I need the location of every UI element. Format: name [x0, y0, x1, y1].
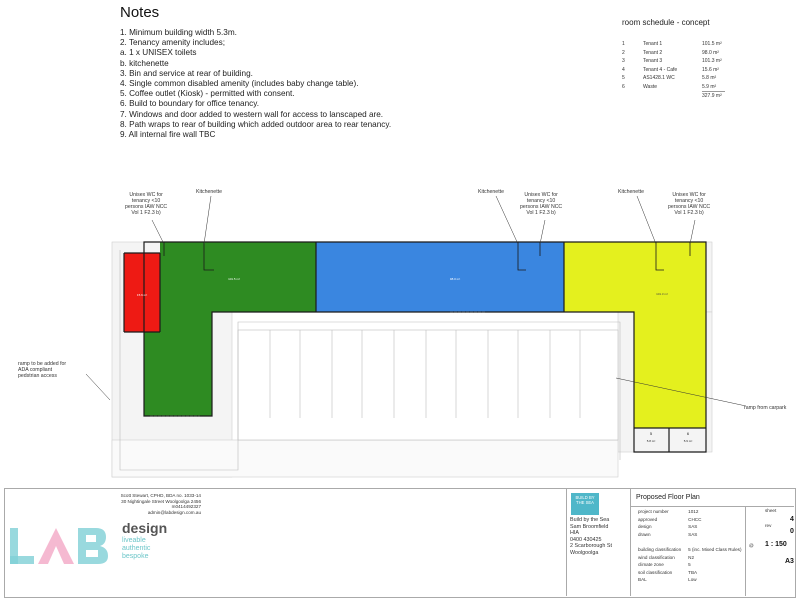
- info-key: approved: [638, 516, 658, 522]
- info-row: [638, 517, 747, 523]
- architect-line: admin@labdesign.com.au: [147, 509, 201, 515]
- project-title: Proposed Floor Plan: [636, 494, 700, 501]
- room-tenant-2: [316, 242, 564, 312]
- notes-title: Notes: [120, 4, 160, 21]
- tag-tenant-3: 101.3 m²: [656, 292, 668, 296]
- client-line: Sam Broomfield: [570, 523, 609, 530]
- client-line: 0400 430425: [570, 536, 602, 543]
- paper-size: A3: [785, 558, 794, 565]
- note-item: 8. Path wraps to rear of building which added outdoor area to rear tenancy.: [120, 119, 392, 129]
- logo-tagline-word: authentic: [122, 545, 151, 552]
- client-details: [570, 517, 612, 557]
- build-by-the-sea-badge: BUILD BY THE SEA: [571, 493, 599, 515]
- scale-at: @: [749, 543, 754, 548]
- info-value: 5 (inc. Mixed Class Rules): [688, 546, 742, 552]
- note-item: 6. Build to boundary for office tenancy.: [120, 99, 259, 109]
- schedule-area: 15.6 m²: [702, 66, 719, 73]
- label-kitchenette-2: Kitchenette: [478, 189, 504, 195]
- info-row: [638, 532, 747, 538]
- label-text: Unisex WC for tenancy <10 persons IAW NCC Vol 1 F2.3 b): [520, 192, 563, 216]
- note-item: 7. Windows and door added to western wall for access to lanscaped are.: [120, 109, 384, 119]
- info-row: [638, 577, 747, 583]
- info-value: Low: [688, 577, 697, 583]
- label-ramp-ada: [18, 361, 66, 379]
- note-item: 3. Bin and service at rear of building.: [120, 68, 253, 78]
- info-key: [638, 539, 686, 545]
- schedule-name: AS1428.1 WC: [643, 75, 675, 81]
- info-row: [638, 524, 747, 530]
- scale: 1 : 150: [765, 541, 787, 548]
- info-row: [638, 539, 747, 545]
- schedule-name: Tenant 1: [643, 41, 663, 47]
- project-info-table: [636, 507, 749, 585]
- sheet-number: 4: [790, 516, 794, 523]
- client-line: HIA: [570, 530, 579, 537]
- schedule-area: 5.9 m²: [702, 83, 717, 90]
- label-unisex-wc-1: [125, 192, 167, 216]
- info-value: 5: [688, 562, 691, 568]
- logo-tagline-word: liveable: [122, 537, 146, 544]
- info-row: [638, 562, 747, 568]
- label-text: ramp to be added for ADA compliant pedstrian access: [18, 361, 67, 379]
- note-item: 5. Coffee outlet (Kiosk) - permitted with consent.: [120, 89, 295, 99]
- schedule-name: Waste: [643, 83, 657, 90]
- client-line: Woolgoolga: [570, 549, 599, 556]
- label-ramp-carpark: ramp from carpark: [744, 405, 787, 411]
- schedule-name: Tenant 2: [643, 49, 663, 56]
- info-key: drawn: [638, 531, 651, 537]
- logo-tagline: [122, 537, 150, 561]
- architect-line: m0414492327: [171, 504, 201, 510]
- note-item: 4. Single common disabled amenity (includes baby change table).: [120, 79, 359, 89]
- label-unisex-wc-2: [520, 192, 562, 216]
- client-line: 2 Scarborough St: [570, 543, 612, 550]
- info-key: wind classification: [638, 554, 675, 560]
- info-value: N2: [688, 554, 695, 560]
- info-key: climate zone: [638, 562, 664, 568]
- note-item: 1. Minimum building width 5.3m.: [120, 28, 237, 37]
- info-value: SAS: [688, 531, 698, 537]
- info-value: 1012: [688, 509, 699, 514]
- label-kitchenette-3: Kitchenette: [618, 189, 644, 195]
- schedule-num: 5: [622, 75, 625, 81]
- info-row: [638, 570, 747, 576]
- tag-tenant-2: 98.0 m²: [449, 277, 461, 281]
- logo-tagline-word: bespoke: [122, 553, 149, 560]
- sheet-label: sheet: [765, 508, 777, 513]
- schedule-total: 327.9 m²: [702, 92, 725, 101]
- carpark-bays: [238, 330, 618, 440]
- schedule-name: Tenant 3: [643, 58, 663, 64]
- info-row: [638, 555, 747, 561]
- info-value: SAS: [688, 524, 698, 530]
- title-block-divider: [566, 488, 567, 596]
- info-key: project number: [638, 509, 669, 514]
- info-value: TBA: [688, 569, 698, 575]
- info-key: design: [638, 524, 652, 530]
- lab-logo-icon: [8, 522, 120, 568]
- schedule-area: 101.3 m²: [702, 58, 722, 64]
- tag-wc-num: 5: [649, 431, 653, 436]
- client-line: Build by the Sea: [570, 517, 610, 523]
- rev-label: rev: [765, 523, 772, 528]
- logo-word: design: [122, 520, 168, 536]
- label-unisex-wc-3: [668, 192, 710, 216]
- tag-waste: 5.9 m²: [683, 439, 693, 443]
- schedule-title: room schedule - concept: [622, 18, 710, 27]
- tag-wc: 5.8 m²: [646, 439, 656, 443]
- info-row: [638, 509, 747, 515]
- schedule-num: 2: [622, 49, 625, 56]
- rev-number: 0: [790, 528, 794, 535]
- architect-details: [81, 493, 201, 515]
- info-row: [638, 547, 747, 553]
- info-key: building classification: [638, 546, 682, 552]
- tag-tenant-1: 101.5 m²: [228, 277, 240, 281]
- note-item: a. 1 x UNISEX toilets: [120, 48, 197, 58]
- schedule-area: 98.0 m²: [702, 49, 719, 56]
- architect-line: 30 Nightingale Street Woolgoolga 2456: [121, 498, 201, 504]
- info-value: CHCC: [688, 516, 702, 522]
- info-key: soil classification: [638, 569, 673, 575]
- info-value: [688, 539, 746, 545]
- architect-line: Scott Stewart, CPHD, BDA no. 1033-14: [120, 493, 201, 498]
- schedule-num: 1: [622, 41, 625, 47]
- title-block-divider: [630, 488, 631, 596]
- note-item: 9. All internal fire wall TBC: [120, 130, 216, 140]
- label-text: Unisex WC for tenancy <10 persons IAW NCC Vol 1 F2.3 b): [668, 192, 711, 216]
- tag-cafe: 15.6 m²: [136, 293, 148, 297]
- schedule-area: 101.5 m²: [702, 41, 722, 47]
- label-kitchenette-1: Kitchenette: [196, 189, 222, 195]
- schedule-name: Tenant 4 - Cafe: [643, 66, 678, 73]
- schedule-num: 3: [622, 58, 625, 64]
- schedule-area: 5.8 m²: [702, 75, 717, 81]
- schedule-num: 6: [622, 83, 625, 90]
- note-item: b. kitchenette: [120, 58, 169, 68]
- tag-waste-num: 6: [686, 431, 690, 436]
- info-key: BAL: [638, 577, 647, 583]
- note-item: 2. Tenancy amenity includes;: [120, 38, 225, 48]
- label-text: Unisex WC for tenancy <10 persons IAW NCC Vol 1 F2.3 b): [125, 192, 168, 216]
- schedule-num: 4: [622, 66, 625, 73]
